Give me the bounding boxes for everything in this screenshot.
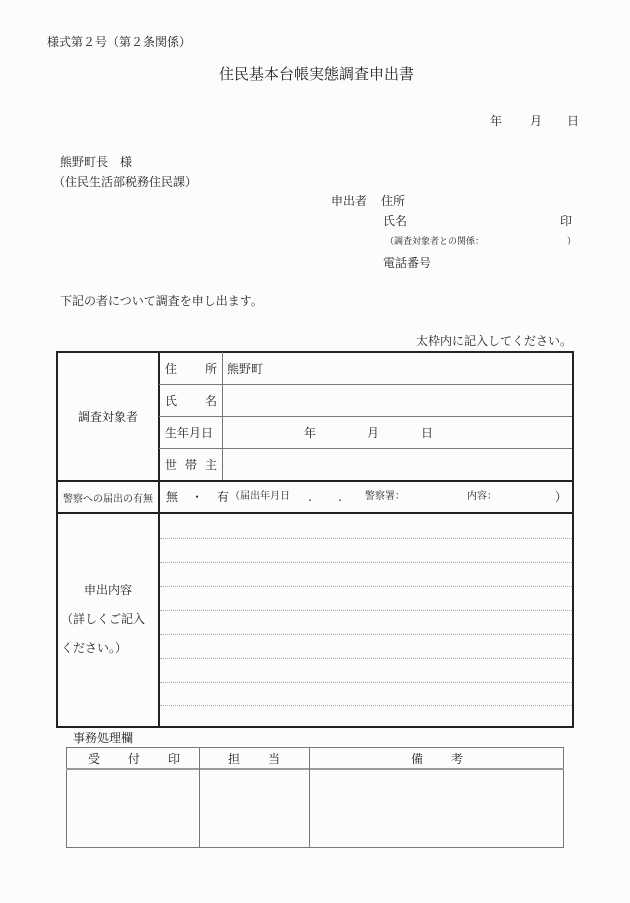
report-date-separator[interactable]: . [338, 490, 342, 504]
subject-birthdate-field[interactable] [223, 417, 572, 448]
subject-household-head-field[interactable] [227, 449, 571, 480]
applicant-relationship-field[interactable]: （調査対象者との関係： [385, 237, 485, 247]
staff-header: 担 当 [228, 751, 280, 766]
page-title: 住民基本台帳実態調査申出書 [219, 65, 415, 83]
subject-name-label: 氏 名 [165, 394, 217, 408]
police-option-yes[interactable]: 有 [217, 490, 230, 504]
subject-address-field[interactable]: 熊野町 [227, 362, 264, 376]
relationship-close: ） [567, 237, 577, 247]
police-report-field [160, 482, 572, 512]
report-date-label: （届出年月日 [230, 491, 290, 502]
seal-mark: 印 [560, 214, 573, 228]
writing-line [160, 610, 572, 611]
birth-month-label: 月 [367, 426, 380, 440]
writing-line [160, 705, 572, 706]
option-separator: ・ [191, 490, 204, 504]
writing-line [160, 682, 572, 683]
writing-line [160, 538, 572, 539]
staff-cell[interactable] [200, 770, 309, 847]
reception-stamp-cell[interactable] [67, 770, 199, 847]
police-report-label: 警察への届出の有無 [63, 493, 153, 505]
report-content-field[interactable]: 内容： [467, 491, 497, 502]
reception-stamp-header: 受 付 印 [88, 751, 180, 766]
writing-line [160, 658, 572, 659]
request-label: 申出内容 [84, 583, 133, 597]
remarks-cell[interactable] [310, 770, 563, 847]
addressee-name: 熊野町長 様 [60, 155, 133, 169]
subject-name-field[interactable] [227, 385, 571, 416]
intro-text: 下記の者について調査を申し出ます。 [60, 294, 263, 308]
report-date-separator[interactable]: . [308, 490, 312, 504]
request-label-note: ください。） [61, 641, 128, 655]
date-day-label: 日 [567, 114, 580, 128]
report-close-paren: ） [555, 490, 568, 504]
office-section-label: 事務処理欄 [73, 731, 134, 745]
birth-day-label: 日 [421, 426, 434, 440]
date-year-label: 年 [490, 114, 503, 128]
subject-section-label: 調査対象者 [77, 410, 138, 424]
request-label-note: （詳しくご記入 [61, 612, 146, 626]
police-station-field[interactable]: 警察署： [365, 491, 405, 502]
remarks-header: 備 考 [411, 751, 463, 766]
subject-birthdate-label: 生年月日 [165, 426, 214, 440]
addressee-department: （住民生活部税務住民課） [53, 175, 198, 189]
date-month-label: 月 [530, 114, 543, 128]
applicant-label: 申出者 [331, 194, 368, 208]
writing-line [160, 562, 572, 563]
form-number: 様式第２号（第２条関係） [47, 35, 192, 49]
applicant-address-field[interactable]: 住所 [381, 194, 406, 208]
subject-address-label: 住 所 [165, 362, 217, 376]
writing-line [160, 634, 572, 635]
applicant-phone-field[interactable]: 電話番号 [383, 256, 432, 270]
request-content-area[interactable] [160, 514, 572, 726]
applicant-name-field[interactable]: 氏名 [383, 214, 408, 228]
birth-year-label: 年 [304, 426, 317, 440]
instruction-text: 太枠内に記入してください。 [416, 334, 573, 348]
writing-line [160, 586, 572, 587]
subject-household-head-label: 世 帯 主 [165, 458, 217, 472]
police-option-none[interactable]: 無 [166, 490, 179, 504]
